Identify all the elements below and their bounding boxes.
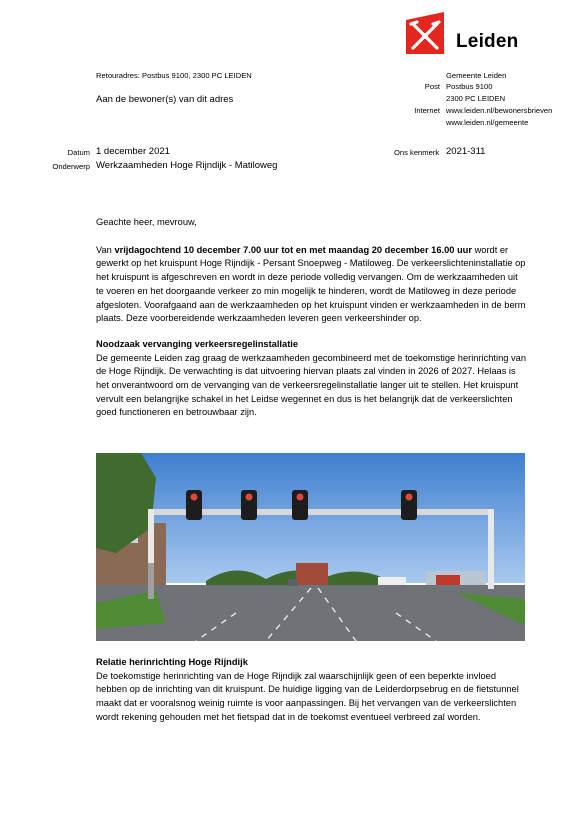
internet-link-bewonersbrieven[interactable]: www.leiden.nl/bewonersbrieven	[446, 106, 553, 115]
date-value: 1 december 2021	[96, 146, 170, 157]
intersection-photo	[96, 453, 525, 641]
intro-prefix: Van	[96, 244, 115, 255]
section-text-relatie: De toekomstige herinrichting van de Hoge Rijndijk zal waarschijnlijk geen of een beperkte invloed hebben op de inrichting van dit kruispunt. De huidige ligging van de Leiderdorpsebrug en de fietstunnel maakt dat er vooralsnog weinig ruimte is voor aanpassingen. Bij het vervangen van de verkeerslichten wordt rekening gehouden met het fietspad dat in de toekomst eventueel verbreed zal worden.	[96, 670, 519, 722]
intro-rest: wordt er gewerkt op het kruispunt Hoge Rijndijk - Persant Snoepweg - Matiloweg. De verkeerslichteninstallatie op het kruispunt is afgeschreven en wordt in deze periode volledig vervangen. Om de werkzaamheden uit te voeren en het doorgaande verkeer zo min mogelijk te hinderen, wordt de Matiloweg in deze periode afgesloten. Voorafgaand aan de werkzaamheden op het kruispunt vinden er werkzaamheden in de berm plaats. Deze voorbereidende werkzaamheden leveren geen verkeershinder op.	[96, 244, 526, 324]
section-heading-relatie: Relatie herinrichting Hoge Rijndijk	[96, 657, 248, 667]
internet-label: Internet	[414, 106, 440, 115]
section-heading-noodzaak: Noodzaak vervanging verkeersregelinstallatie	[96, 338, 299, 349]
intro-dates: vrijdagochtend 10 december 7.00 uur tot en met maandag 20 december 16.00 uur	[114, 244, 472, 255]
salutation: Geachte heer, mevrouw,	[96, 217, 197, 227]
section-relatie	[96, 656, 526, 725]
letter-body	[96, 216, 526, 420]
return-address: Retouradres: Postbus 9100, 2300 PC LEIDEN	[96, 71, 252, 80]
subject-value: Werkzaamheden Hoge Rijndijk - Matiloweg	[96, 160, 278, 171]
reference-value: 2021-311	[446, 146, 486, 157]
intro-paragraph	[96, 244, 526, 326]
post-line1: Postbus 9100	[446, 82, 493, 91]
reference-label: Ons kenmerk	[394, 148, 440, 157]
internet-link-gemeente[interactable]: www.leiden.nl/gemeente	[446, 118, 529, 127]
sender-name: Gemeente Leiden	[446, 71, 507, 80]
post-line2: 2300 PC LEIDEN	[446, 94, 506, 103]
logo-wordmark: Leiden	[456, 31, 519, 52]
post-label: Post	[424, 82, 440, 91]
date-label: Datum	[67, 148, 90, 157]
section-text-noodzaak: De gemeente Leiden zag graag de werkzaamheden gecombineerd met de toekomstige herinrichting van de Hoge Rijndijk. De verwachting is dat uitvoering hiervan plaats zal vinden in 2026 of 2027. Helaas is het onverantwoord om de vervanging van de verkeersregelinstallatie langer uit te stellen. Het kruispunt vervult een belangrijke schakel in het Leidse wegennet en dus is het belangrijk dat de verkeerslichten goed functioneren en betrouwbaar zijn.	[96, 352, 526, 418]
recipient-line: Aan de bewoner(s) van dit adres	[96, 94, 234, 105]
subject-label: Onderwerp	[52, 162, 90, 171]
